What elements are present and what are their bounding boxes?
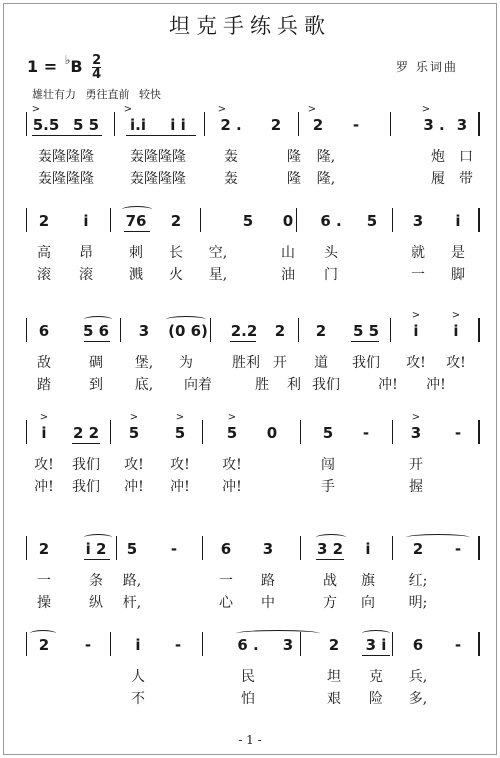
score-system-5 xyxy=(26,528,478,628)
jianpu-note: 3 i xyxy=(365,636,387,654)
bar-line xyxy=(392,632,393,656)
lyric-verse1: 开 xyxy=(409,457,423,473)
bar-line xyxy=(26,208,27,232)
lyric-verse1: 坦 xyxy=(327,669,341,685)
bar-line xyxy=(116,536,117,560)
accent-mark: > xyxy=(39,412,49,423)
jianpu-note: - xyxy=(170,540,178,558)
lyric-verse1: 轰 xyxy=(224,149,238,165)
accent-mark: > xyxy=(421,104,431,115)
lyric-verse2: 星, xyxy=(208,267,228,283)
jianpu-note: 3 xyxy=(410,424,422,442)
lyric-verse2: 火 xyxy=(169,267,183,283)
bar-line xyxy=(26,318,27,342)
bar-line xyxy=(202,420,203,444)
bar-line xyxy=(298,112,299,136)
beam-underline xyxy=(32,135,102,136)
bar-line xyxy=(26,536,27,560)
bar-line xyxy=(478,420,480,444)
jianpu-note: 2 . xyxy=(220,116,242,134)
bar-line xyxy=(210,318,211,342)
bar-line xyxy=(110,632,111,656)
jianpu-note: 5 5 xyxy=(72,116,100,134)
slur-arc xyxy=(30,630,56,637)
lyric-verse2: 冲! xyxy=(170,479,190,495)
bar-line xyxy=(478,536,480,560)
jianpu-note: 6 xyxy=(412,636,424,654)
slur-arc xyxy=(84,316,112,323)
bar-line xyxy=(296,208,297,232)
jianpu-note: i i xyxy=(170,116,186,134)
lyric-verse2: 履 xyxy=(431,171,445,187)
jianpu-note: - xyxy=(454,540,462,558)
lyric-verse1: 一 xyxy=(219,573,233,589)
lyric-verse1: 炮 xyxy=(431,149,445,165)
jianpu-note: i xyxy=(135,636,141,654)
lyric-verse1: 兵, xyxy=(408,669,428,685)
lyric-verse2: 我们 xyxy=(312,377,340,393)
jianpu-note: 6 xyxy=(38,322,50,340)
accent-mark: > xyxy=(411,412,421,423)
beam-underline xyxy=(84,559,110,560)
jianpu-note: 3 xyxy=(456,116,468,134)
jianpu-note: 2 xyxy=(38,636,50,654)
lyric-verse2: 险 xyxy=(369,691,383,707)
author-credit: 罗 乐词曲 xyxy=(396,60,458,74)
jianpu-note: 2.2 xyxy=(230,322,258,340)
accent-mark: > xyxy=(411,310,421,321)
jianpu-note: i xyxy=(453,322,459,340)
lyric-verse2: 带 xyxy=(459,171,473,187)
bar-line xyxy=(26,112,27,136)
jianpu-note: 5 xyxy=(174,424,186,442)
score-system-6 xyxy=(26,624,478,724)
lyric-verse2: 手 xyxy=(321,479,335,495)
lyric-verse2: 利 xyxy=(287,377,301,393)
lyric-verse1: 山 xyxy=(281,245,295,261)
beam-underline xyxy=(351,341,379,342)
lyric-verse1: 头 xyxy=(324,245,338,261)
lyric-verse1: 隆, xyxy=(316,149,336,165)
lyric-verse1: 我们 xyxy=(72,457,100,473)
beam-underline xyxy=(84,341,110,342)
jianpu-note: 2 xyxy=(38,212,50,230)
time-signature xyxy=(92,54,101,81)
jianpu-note: 3 xyxy=(262,540,274,558)
jianpu-note: - xyxy=(454,424,462,442)
lyric-verse1: 隆 xyxy=(287,149,301,165)
jianpu-note: i 2 xyxy=(85,540,107,558)
jianpu-note: 5 xyxy=(242,212,254,230)
bar-line xyxy=(478,318,480,342)
lyric-verse1: 昂 xyxy=(79,245,93,261)
jianpu-note: 5 6 xyxy=(82,322,110,340)
lyric-verse1: 条 xyxy=(89,573,103,589)
jianpu-note: 2 xyxy=(38,540,50,558)
lyric-verse2: 向着 xyxy=(184,377,212,393)
lyric-verse1: 长 xyxy=(169,245,183,261)
lyric-verse1: 堡, xyxy=(134,355,154,371)
jianpu-note: - xyxy=(362,424,370,442)
lyric-verse2: 门 xyxy=(324,267,338,283)
lyric-verse1: 攻! xyxy=(446,355,466,371)
jianpu-note: - xyxy=(352,116,360,134)
lyric-verse2: 到 xyxy=(89,377,103,393)
jianpu-note: 2 xyxy=(312,116,324,134)
lyric-verse1: 攻! xyxy=(124,457,144,473)
lyric-verse2: 向 xyxy=(361,595,375,611)
bar-line xyxy=(392,420,393,444)
lyric-verse2: 中 xyxy=(261,595,275,611)
bar-line xyxy=(478,208,480,232)
bar-line xyxy=(392,208,393,232)
jianpu-note: 76 xyxy=(125,212,147,230)
lyric-verse1: 我们 xyxy=(352,355,380,371)
jianpu-note: i xyxy=(41,424,47,442)
bar-line xyxy=(26,632,27,656)
jianpu-note: 2 xyxy=(328,636,340,654)
jianpu-note: 5 xyxy=(126,540,138,558)
lyric-verse2: 怕 xyxy=(241,691,255,707)
jianpu-note: - xyxy=(174,636,182,654)
lyric-verse2: 冲! xyxy=(124,479,144,495)
lyric-verse1: 口 xyxy=(459,149,473,165)
beam-underline xyxy=(230,341,256,342)
bar-line xyxy=(298,318,299,342)
bar-line xyxy=(202,632,203,656)
jianpu-note: i xyxy=(413,322,419,340)
lyric-verse2: 溅 xyxy=(129,267,143,283)
lyric-verse1: 刺 xyxy=(129,245,143,261)
lyric-verse2: 冲! xyxy=(426,377,446,393)
flat-sign: ♭ xyxy=(64,53,71,67)
jianpu-note: 3 xyxy=(282,636,294,654)
score-system-1 xyxy=(26,104,478,204)
jianpu-note: 5 xyxy=(226,424,238,442)
jianpu-note: - xyxy=(454,636,462,654)
lyric-verse1: 民 xyxy=(241,669,255,685)
key-label: 1 = xyxy=(27,57,63,76)
jianpu-note: 5 xyxy=(366,212,378,230)
bar-line xyxy=(478,632,480,656)
accent-mark: > xyxy=(175,412,185,423)
lyric-verse1: 是 xyxy=(451,245,465,261)
jianpu-note: 2 xyxy=(274,322,286,340)
lyric-verse2: 操 xyxy=(37,595,51,611)
beam-underline xyxy=(126,135,196,136)
lyric-verse2: 滚 xyxy=(79,267,93,283)
lyric-verse2: 油 xyxy=(281,267,295,283)
lyric-verse1: 红; xyxy=(408,573,428,589)
lyric-verse1: 道 xyxy=(314,355,328,371)
jianpu-note: i.i xyxy=(130,116,146,134)
accent-mark: > xyxy=(129,412,139,423)
lyric-verse2: 冲! xyxy=(378,377,398,393)
lyric-verse1: 轰隆隆隆 xyxy=(38,149,94,165)
bar-line xyxy=(202,536,203,560)
slur-arc xyxy=(316,534,346,541)
jianpu-note: 2 xyxy=(170,212,182,230)
jianpu-note: 2 xyxy=(315,322,327,340)
bar-line xyxy=(200,208,201,232)
lyric-verse2: 心 xyxy=(219,595,233,611)
beam-underline xyxy=(124,231,150,232)
lyric-verse1: 空, xyxy=(208,245,228,261)
lyric-verse1: 路 xyxy=(261,573,275,589)
score-system-3 xyxy=(26,310,478,410)
lyric-verse1: 敌 xyxy=(37,355,51,371)
lyric-verse1: 轰隆隆隆 xyxy=(130,149,186,165)
bar-line xyxy=(204,112,205,136)
lyric-verse2: 一 xyxy=(411,267,425,283)
lyric-verse1: 碉 xyxy=(89,355,103,371)
lyric-verse2: 艰 xyxy=(327,691,341,707)
beam-underline xyxy=(362,655,390,656)
note-line xyxy=(26,412,478,452)
bar-line xyxy=(300,420,301,444)
bar-line xyxy=(110,208,111,232)
bar-line xyxy=(26,420,27,444)
lyric-verse1: 为 xyxy=(179,355,193,371)
slur-arc xyxy=(84,534,112,541)
bar-line xyxy=(110,420,111,444)
lyric-verse1: 旗 xyxy=(361,573,375,589)
lyric-verse2: 冲! xyxy=(34,479,54,495)
accent-mark: > xyxy=(307,104,317,115)
lyric-verse2: 握 xyxy=(409,479,423,495)
bar-line xyxy=(300,536,301,560)
slur-arc xyxy=(122,206,152,213)
lyric-verse1: 就 xyxy=(411,245,425,261)
jianpu-note: (0 6) xyxy=(168,322,208,340)
note-line xyxy=(26,624,478,664)
lyric-verse1: 一 xyxy=(37,573,51,589)
jianpu-note: 3 . xyxy=(423,116,445,134)
jianpu-note: 2 2 xyxy=(72,424,100,442)
bar-line xyxy=(390,112,391,136)
lyric-verse1: 路, xyxy=(122,573,142,589)
jianpu-note: 5 xyxy=(322,424,334,442)
bar-line xyxy=(390,318,391,342)
jianpu-note: 5 5 xyxy=(352,322,380,340)
lyric-verse1: 胜利 xyxy=(232,355,260,371)
slur-arc xyxy=(166,316,206,323)
jianpu-note: 0 xyxy=(282,212,294,230)
lyric-verse1: 攻! xyxy=(170,457,190,473)
beam-underline xyxy=(72,443,100,444)
jianpu-note: i xyxy=(455,212,461,230)
lyric-verse2: 方 xyxy=(323,595,337,611)
note-line xyxy=(26,310,478,350)
lyric-verse1: 克 xyxy=(369,669,383,685)
bar-line xyxy=(114,112,115,136)
lyric-verse2: 底, xyxy=(134,377,154,393)
lyric-verse2: 不 xyxy=(131,691,145,707)
lyric-verse2: 纵 xyxy=(89,595,103,611)
jianpu-note: 3 xyxy=(412,212,424,230)
lyric-verse2: 胜 xyxy=(255,377,269,393)
lyric-verse2: 杆, xyxy=(122,595,142,611)
page-number: - 1 - xyxy=(238,733,262,747)
beam-underline xyxy=(316,559,344,560)
note-line xyxy=(26,104,478,144)
key-signature xyxy=(27,54,101,81)
jianpu-note: 6 . xyxy=(320,212,342,230)
accent-mark: > xyxy=(31,104,41,115)
lyric-verse1: 攻! xyxy=(222,457,242,473)
jianpu-note: 2 xyxy=(412,540,424,558)
score-system-4 xyxy=(26,412,478,512)
lyric-verse2: 轰 xyxy=(224,171,238,187)
slur-arc xyxy=(362,630,390,637)
key-note: B xyxy=(70,57,83,76)
accent-mark: > xyxy=(227,412,237,423)
lyric-verse1: 人 xyxy=(131,669,145,685)
jianpu-note: 6 xyxy=(220,540,232,558)
slur-arc xyxy=(236,630,320,637)
lyric-verse2: 冲! xyxy=(222,479,242,495)
lyric-verse2: 踏 xyxy=(37,377,51,393)
accent-mark: > xyxy=(123,104,133,115)
lyric-verse1: 高 xyxy=(37,245,51,261)
lyric-verse2: 多, xyxy=(408,691,428,707)
tempo-marking: 雄壮有力 勇往直前 较快 xyxy=(32,88,161,101)
jianpu-note: 3 xyxy=(138,322,150,340)
lyric-verse2: 隆 xyxy=(287,171,301,187)
lyric-verse2: 脚 xyxy=(451,267,465,283)
jianpu-note: 5.5 xyxy=(32,116,60,134)
jianpu-note: i xyxy=(83,212,89,230)
jianpu-note: 0 xyxy=(266,424,278,442)
bar-line xyxy=(120,318,121,342)
jianpu-note: - xyxy=(84,636,92,654)
lyric-verse2: 轰隆隆隆 xyxy=(38,171,94,187)
note-line xyxy=(26,528,478,568)
jianpu-note: i xyxy=(365,540,371,558)
lyric-verse2: 滚 xyxy=(37,267,51,283)
lyric-verse2: 我们 xyxy=(72,479,100,495)
bar-line xyxy=(392,536,393,560)
score-system-2 xyxy=(26,200,478,300)
jianpu-note: 3 2 xyxy=(316,540,344,558)
jianpu-note: 6 . xyxy=(237,636,259,654)
lyric-verse1: 战 xyxy=(323,573,337,589)
jianpu-note: 2 xyxy=(270,116,282,134)
lyric-verse1: 开 xyxy=(273,355,287,371)
lyric-verse1: 闯 xyxy=(321,457,335,473)
accent-mark: > xyxy=(217,104,227,115)
song-title: 坦克手练兵歌 xyxy=(169,14,331,38)
lyric-verse2: 明; xyxy=(408,595,428,611)
bar-line xyxy=(478,112,480,136)
lyric-verse1: 攻! xyxy=(406,355,426,371)
lyric-verse2: 隆, xyxy=(316,171,336,187)
lyric-verse2: 轰隆隆隆 xyxy=(130,171,186,187)
jianpu-note: 5 xyxy=(128,424,140,442)
note-line xyxy=(26,200,478,240)
lyric-verse1: 攻! xyxy=(34,457,54,473)
time-numerator: 2 xyxy=(92,53,102,68)
accent-mark: > xyxy=(451,310,461,321)
time-denominator: 4 xyxy=(92,67,102,82)
slur-arc xyxy=(406,534,470,541)
